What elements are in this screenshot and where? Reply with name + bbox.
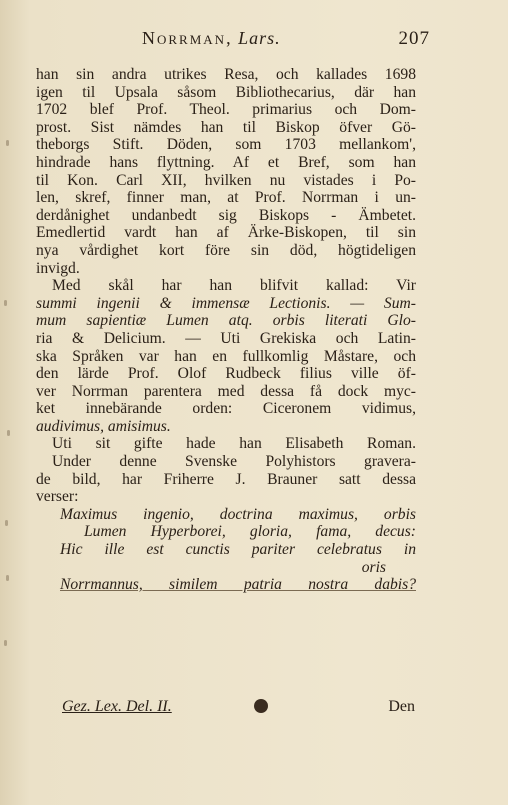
text-line: hindrade hans flyttning. Af et Bref, som han xyxy=(36,153,416,171)
text-line: ria & Delicium. — Uti Grekiska och Latin- xyxy=(36,329,416,347)
running-head xyxy=(142,28,281,49)
text-line: Emedlertid vardt han af Ärke-Biskopen, til sin xyxy=(36,224,416,242)
gutter-stain xyxy=(4,640,7,646)
verse-line: Norrmannus, similem patria nostra dabis? xyxy=(60,576,416,594)
text-line: summi ingenii & immensæ Lectionis. — Sum- xyxy=(36,294,416,312)
text-line: den lärde Prof. Olof Rudbeck filius ville öf- xyxy=(36,365,416,383)
text-line: Under denne Svenske Polyhistors gravera- xyxy=(52,453,416,471)
text-line: han sin andra utrikes Resa, och kallades 1698 xyxy=(36,66,416,83)
page-footer xyxy=(30,698,415,720)
gutter-stain xyxy=(7,430,10,436)
text-line: derdånighet undanbedt sig Biskops - Ämbetet. xyxy=(36,206,416,224)
text-line: ver Norrman parentera med dessa få dock myc- xyxy=(36,382,416,400)
body-text xyxy=(36,66,416,594)
verse-line: Maximus ingenio, doctrina maximus, orbis xyxy=(60,505,416,523)
text-line: til Kon. Carl XII, hvilken nu vistades i Po- xyxy=(36,171,416,189)
text-line: ket innebärande orden: Ciceronem vidimus, xyxy=(36,400,416,418)
verse-line: Lumen Hyperborei, gloria, fama, decus: xyxy=(84,523,416,541)
text-line: igen til Upsala såsom Bibliothecarius, där han xyxy=(36,83,416,101)
gutter-stain xyxy=(5,520,8,526)
catchword: Den xyxy=(388,698,415,715)
text-line: verser: xyxy=(36,488,79,506)
verse-line: Hic ille est cunctis pariter celebratus in xyxy=(60,541,416,559)
text-line: prost. Sist nämdes han til Biskop öfver Gö- xyxy=(36,118,416,136)
text-line: invigd. xyxy=(36,259,80,277)
text-line: audivimus, amisimus. xyxy=(36,417,171,435)
text-line: de bild, har Friherre J. Brauner satt dessa xyxy=(36,470,416,488)
gutter-stain xyxy=(4,300,7,306)
running-head-firstname: Lars. xyxy=(238,28,281,48)
text-line: len, skref, finner man, at Prof. Norrman i un- xyxy=(36,189,416,207)
gutter-stain xyxy=(6,140,9,146)
text-line: theborgs Stift. Döden, som 1703 mellankom', xyxy=(36,136,416,154)
text-line: Uti sit gifte hade han Elisabeth Roman. xyxy=(52,435,416,453)
text-line: Med skål har han blifvit kallad: Vir xyxy=(52,277,416,295)
text-line: 1702 blef Prof. Theol. primarius och Dom- xyxy=(36,101,416,119)
signature-mark: Gez. Lex. Del. II. xyxy=(62,698,172,715)
text-line: ska Språken var han en fullkomlig Måstare, och xyxy=(36,347,416,365)
text-line: mum sapientiæ Lumen atq. orbis literati Glo- xyxy=(36,312,416,330)
verse-line: oris xyxy=(361,558,386,576)
ornament-icon xyxy=(254,699,268,713)
text-line: nya vårdighet kort före sin död, högtideligen xyxy=(36,241,416,259)
page-header xyxy=(30,28,430,54)
gutter-stain xyxy=(6,575,9,581)
running-head-surname: Norrman, xyxy=(142,28,233,48)
page-number: 207 xyxy=(398,28,430,49)
